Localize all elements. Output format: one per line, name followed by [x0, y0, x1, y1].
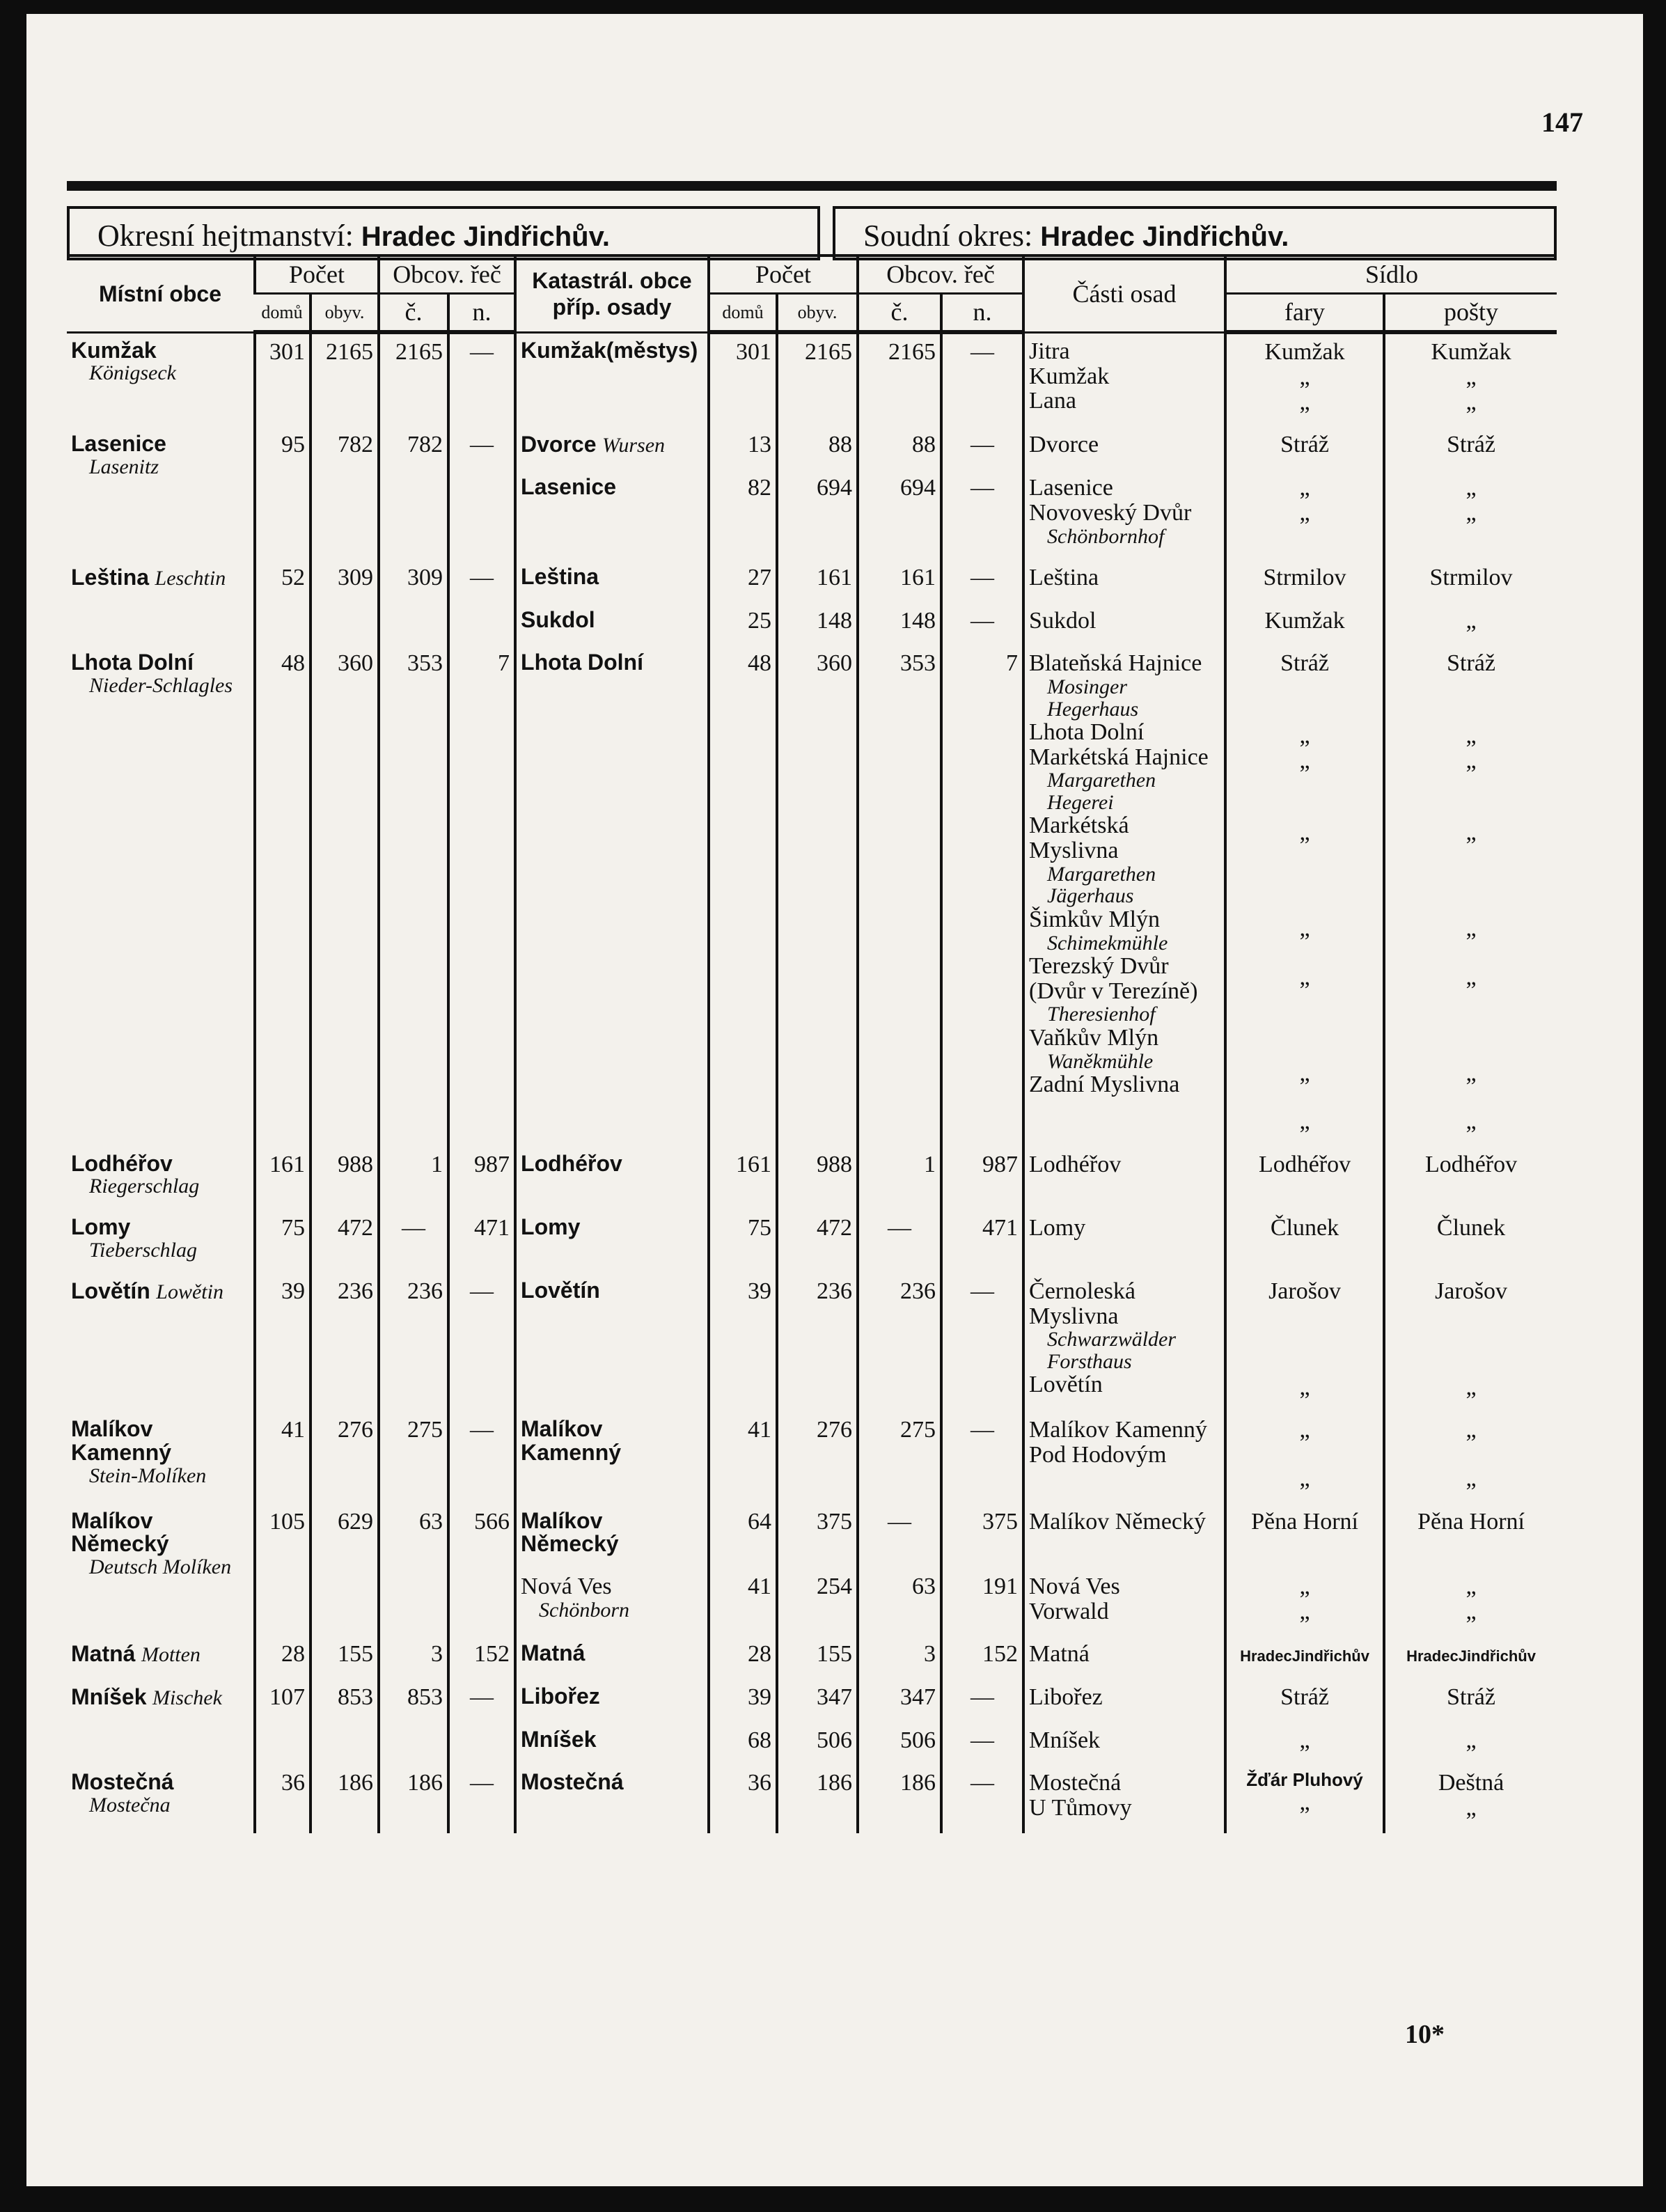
table-row: Lasenice 82 694 694 — Lasenice Novoveský Dvůr Schönbornhof „ „ „ „ — [67, 470, 1557, 560]
table-row: Lasenice Lasenitz 95 782 782 — Dvorce Wursen 13 88 88 — Dvorce Stráž Stráž — [67, 427, 1557, 470]
col-c-k: č. — [858, 294, 941, 333]
soud-name: Hradec Jindřichův. — [1040, 221, 1289, 252]
page-number: 147 — [1541, 107, 1583, 138]
table-row: Kumžak Königseck 301 2165 2165 — Kumžak(městys) 301 2165 2165 — Jitra Kumžak Lana Kumžak „ „ Kumžak „ „ — [67, 332, 1557, 427]
soud-label: Soudní okres: — [863, 219, 1033, 253]
page — [26, 14, 1643, 2186]
col-obcov-rec: Obcov. řeč — [379, 256, 515, 294]
col-domu: domů — [255, 294, 311, 333]
table-row: Lhota Dolní Nieder-Schlagles 48 360 353 7 Lhota Dolní 48 360 353 7 Blateňská Hajnice Mosinger Hegerhaus Lhota Dolní Markétská Hajnice Margarethen Hegerei Markétská Myslivna Margarethen Jägerhaus Šimkův Mlýn Schimekmühle Terezský Dvůr (Dvůr v Terezíně) Theresienhof Vaňkův Mlýn Waněkmühle Zadní Myslivna Stráž „ „ „ „ „ „ „ Stráž „ „ „ „ „ „ „ — [67, 645, 1557, 1147]
table-row: Mostečná Mostečna 36 186 186 — Mostečná 36 186 186 — Mostečná U Tůmovy Žďár Pluhový „ Deštná „ — [67, 1765, 1557, 1833]
col-katastr: Katastrál. obce příp. osady — [515, 256, 709, 332]
col-posty: pošty — [1384, 294, 1557, 333]
col-n: n. — [448, 294, 515, 333]
col-fary: fary — [1225, 294, 1384, 333]
table-row: Mníšek 68 506 506 — Mníšek „ „ — [67, 1723, 1557, 1766]
okres-name: Hradec Jindřichův. — [361, 221, 610, 252]
col-pocet: Počet — [255, 256, 379, 294]
col-obyv-k: obyv. — [777, 294, 858, 333]
col-obcov-rec-k: Obcov. řeč — [858, 256, 1023, 294]
table-row: Nová Ves Schönborn 41 254 63 191 Nová Ves Vorwald „ „ „ „ — [67, 1569, 1557, 1636]
table-row: Leština Leschtin 52 309 309 — Leština 27 161 161 — Leština Strmilov Strmilov — [67, 560, 1557, 603]
table-row: Lodhéřov Riegerschlag 161 988 1 987 Lodhéřov 161 988 1 987 Lodhéřov Lodhéřov Lodhéřov — [67, 1147, 1557, 1210]
table-row: Malíkov Německý Deutsch Molíken 105 629 63 566 Malíkov Německý 64 375 — 375 Malíkov Německý Pěna Horní Pěna Horní — [67, 1504, 1557, 1569]
col-mistni-obce: Místní obce — [67, 256, 255, 332]
col-c: č. — [379, 294, 448, 333]
table-row: Mníšek Mischek 107 853 853 — Libořez 39 347 347 — Libořez Stráž Stráž — [67, 1679, 1557, 1723]
soud-box — [833, 206, 1557, 260]
table-row: Lovětín Lowětin 39 236 236 — Lovětín 39 236 236 — Černoleská Myslivna Schwarzwälder Forsthaus Lovětín Jarošov „ Jarošov „ — [67, 1273, 1557, 1412]
col-pocet-k: Počet — [709, 256, 858, 294]
col-obyv: obyv. — [311, 294, 379, 333]
municipality-table — [67, 254, 1557, 1833]
okres-box — [67, 206, 820, 260]
col-domu-k: domů — [709, 294, 777, 333]
col-n-k: n. — [941, 294, 1023, 333]
footnote-signature: 10* — [1405, 2020, 1445, 2049]
table-row: Matná Motten 28 155 3 152 Matná 28 155 3 152 Matná HradecJindřichův HradecJindřichův — [67, 1636, 1557, 1679]
okres-label: Okresní hejtmanství: — [97, 219, 354, 253]
table-row: Sukdol 25 148 148 — Sukdol Kumžak „ — [67, 603, 1557, 646]
col-casti-osad: Části osad — [1023, 256, 1225, 332]
table-row: Malíkov Kamenný Stein-Molíken 41 276 275 — Malíkov Kamenný 41 276 275 — Malíkov Kamenný Pod Hodovým „ „ „ „ — [67, 1412, 1557, 1503]
table-row: Lomy Tieberschlag 75 472 — 471 Lomy 75 472 — 471 Lomy Člunek Člunek — [67, 1210, 1557, 1273]
col-sidlo: Sídlo — [1225, 256, 1557, 294]
